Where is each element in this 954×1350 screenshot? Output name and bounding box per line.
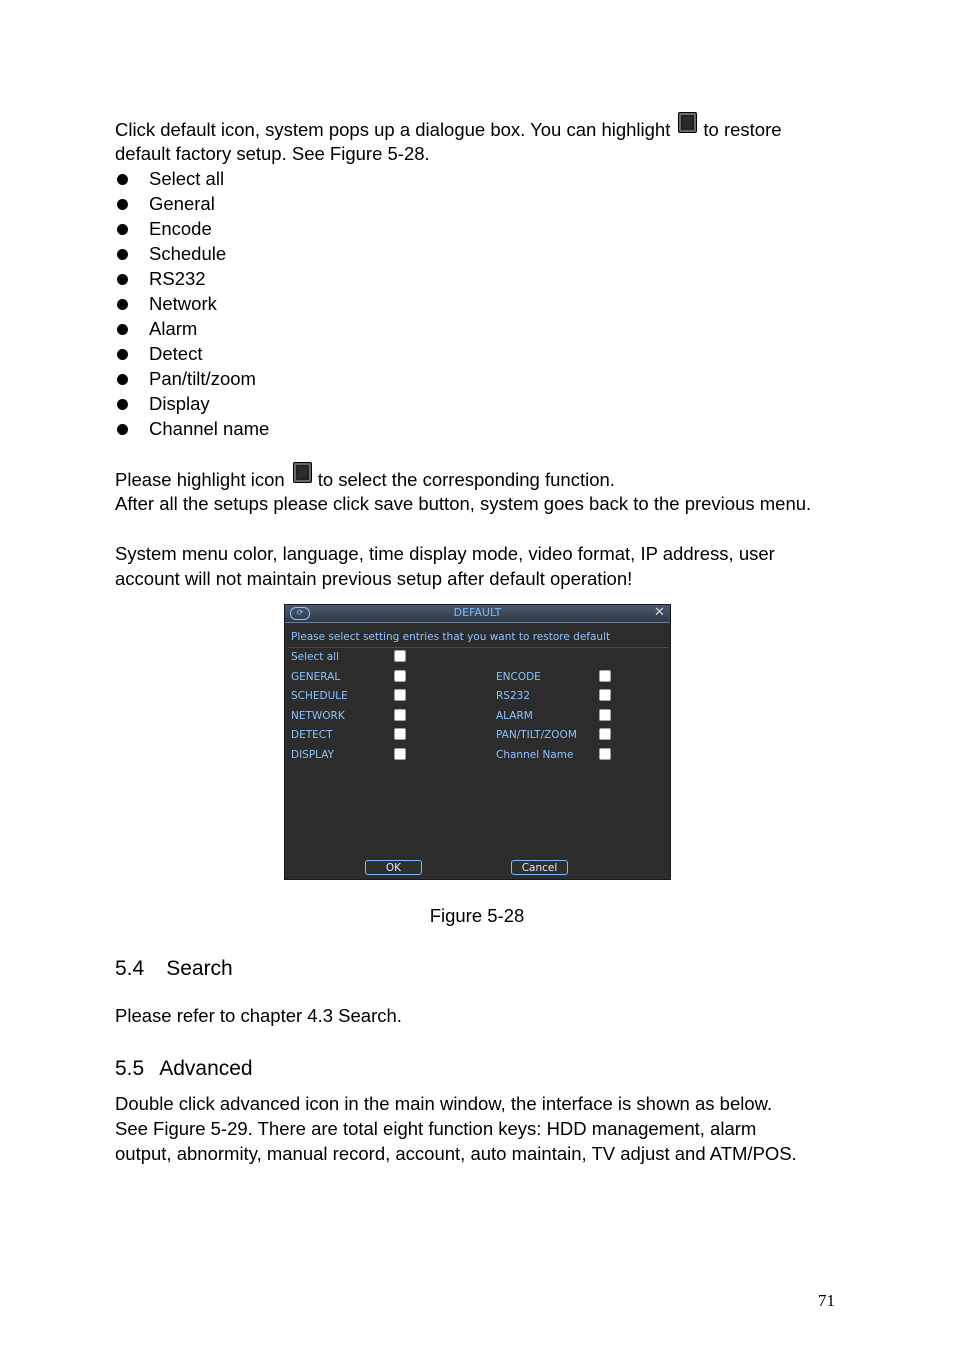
list-item: Network bbox=[149, 293, 217, 314]
advanced-body-line-3: output, abnormity, manual record, account, auto maintain, TV adjust and ATM/POS. bbox=[115, 1143, 797, 1164]
bullet-icon bbox=[117, 224, 128, 235]
option-checkbox[interactable] bbox=[599, 709, 611, 721]
bullet-icon bbox=[117, 174, 128, 185]
cancel-button[interactable]: Cancel bbox=[511, 860, 568, 875]
list-item: Alarm bbox=[149, 318, 198, 339]
checkbox-icon bbox=[678, 112, 697, 133]
option-label: ENCODE bbox=[496, 671, 541, 683]
ok-button[interactable]: OK bbox=[365, 860, 422, 875]
option-checkbox[interactable] bbox=[599, 728, 611, 740]
section-number: 5.5 bbox=[115, 1057, 145, 1080]
bullet-icon bbox=[117, 299, 128, 310]
option-label: NETWORK bbox=[291, 710, 345, 722]
advanced-body-line-2: See Figure 5-29. There are total eight function keys: HDD management, alarm bbox=[115, 1118, 757, 1139]
note-line-2: account will not maintain previous setup after default operation! bbox=[115, 568, 633, 589]
note-line-1: System menu color, language, time display mode, video format, IP address, user bbox=[115, 543, 775, 564]
option-label: ALARM bbox=[496, 710, 533, 722]
section-number: 5.4 bbox=[115, 957, 145, 980]
option-label: PAN/TILT/ZOOM bbox=[496, 729, 577, 741]
bullet-icon bbox=[117, 349, 128, 360]
option-label: GENERAL bbox=[291, 671, 341, 683]
bullet-icon bbox=[117, 199, 128, 210]
select-all-label: Select all bbox=[291, 651, 339, 663]
close-icon[interactable]: ✕ bbox=[654, 605, 665, 620]
option-label: SCHEDULE bbox=[291, 690, 348, 702]
bullet-icon bbox=[117, 424, 128, 435]
list-item: Display bbox=[149, 393, 210, 414]
intro-line-1 bbox=[115, 116, 782, 141]
save-paragraph: After all the setups please click save button, system goes back to the previous menu. bbox=[115, 493, 812, 514]
bullet-icon bbox=[117, 249, 128, 260]
intro-line-2: default factory setup. See Figure 5-28. bbox=[115, 143, 430, 164]
section-heading-search bbox=[115, 956, 233, 982]
dialog-title: DEFAULT bbox=[453, 606, 502, 619]
highlight-paragraph bbox=[115, 466, 615, 491]
section-title: Advanced bbox=[159, 1057, 253, 1080]
search-body: Please refer to chapter 4.3 Search. bbox=[115, 1005, 402, 1026]
checkbox-icon bbox=[293, 462, 312, 483]
bullet-icon bbox=[117, 274, 128, 285]
highlight-text-after-icon: to select the corresponding function. bbox=[317, 469, 615, 490]
list-item: Channel name bbox=[149, 418, 270, 439]
option-checkbox[interactable] bbox=[394, 728, 406, 740]
list-item: Detect bbox=[149, 343, 203, 364]
dialog-prompt: Please select setting entries that you want to restore default bbox=[291, 631, 611, 643]
page-number: 71 bbox=[818, 1291, 835, 1310]
option-checkbox[interactable] bbox=[394, 689, 406, 701]
dialog-title-bar bbox=[285, 605, 670, 623]
bullet-icon bbox=[117, 399, 128, 410]
bullet-icon bbox=[117, 324, 128, 335]
option-checkbox[interactable] bbox=[394, 709, 406, 721]
option-label: DETECT bbox=[291, 729, 333, 741]
list-item: Schedule bbox=[149, 243, 227, 264]
figure-caption: Figure 5-28 bbox=[429, 905, 525, 926]
select-all-checkbox[interactable] bbox=[394, 650, 406, 662]
dialog-divider bbox=[288, 647, 669, 648]
option-checkbox[interactable] bbox=[394, 670, 406, 682]
option-checkbox[interactable] bbox=[599, 670, 611, 682]
section-heading-advanced bbox=[115, 1056, 253, 1082]
list-item: Encode bbox=[149, 218, 212, 239]
bullet-icon bbox=[117, 374, 128, 385]
option-checkbox[interactable] bbox=[599, 748, 611, 760]
list-item: RS232 bbox=[149, 268, 206, 289]
dialog-logo-icon: ⟳ bbox=[290, 607, 310, 620]
option-checkbox[interactable] bbox=[599, 689, 611, 701]
intro-text-after-icon: to restore bbox=[703, 119, 782, 140]
option-label: RS232 bbox=[496, 690, 531, 702]
section-title: Search bbox=[166, 957, 233, 980]
option-label: DISPLAY bbox=[291, 749, 335, 761]
intro-text-before-icon: Click default icon, system pops up a dialogue box. You can highlight bbox=[115, 119, 671, 140]
option-checkbox[interactable] bbox=[394, 748, 406, 760]
list-item: General bbox=[149, 193, 215, 214]
list-item: Pan/tilt/zoom bbox=[149, 368, 256, 389]
list-item: Select all bbox=[149, 168, 225, 189]
advanced-body-line-1: Double click advanced icon in the main window, the interface is shown as below. bbox=[115, 1093, 773, 1114]
highlight-text-before-icon: Please highlight icon bbox=[115, 469, 285, 490]
option-label: Channel Name bbox=[496, 749, 574, 761]
default-dialog bbox=[284, 604, 671, 880]
